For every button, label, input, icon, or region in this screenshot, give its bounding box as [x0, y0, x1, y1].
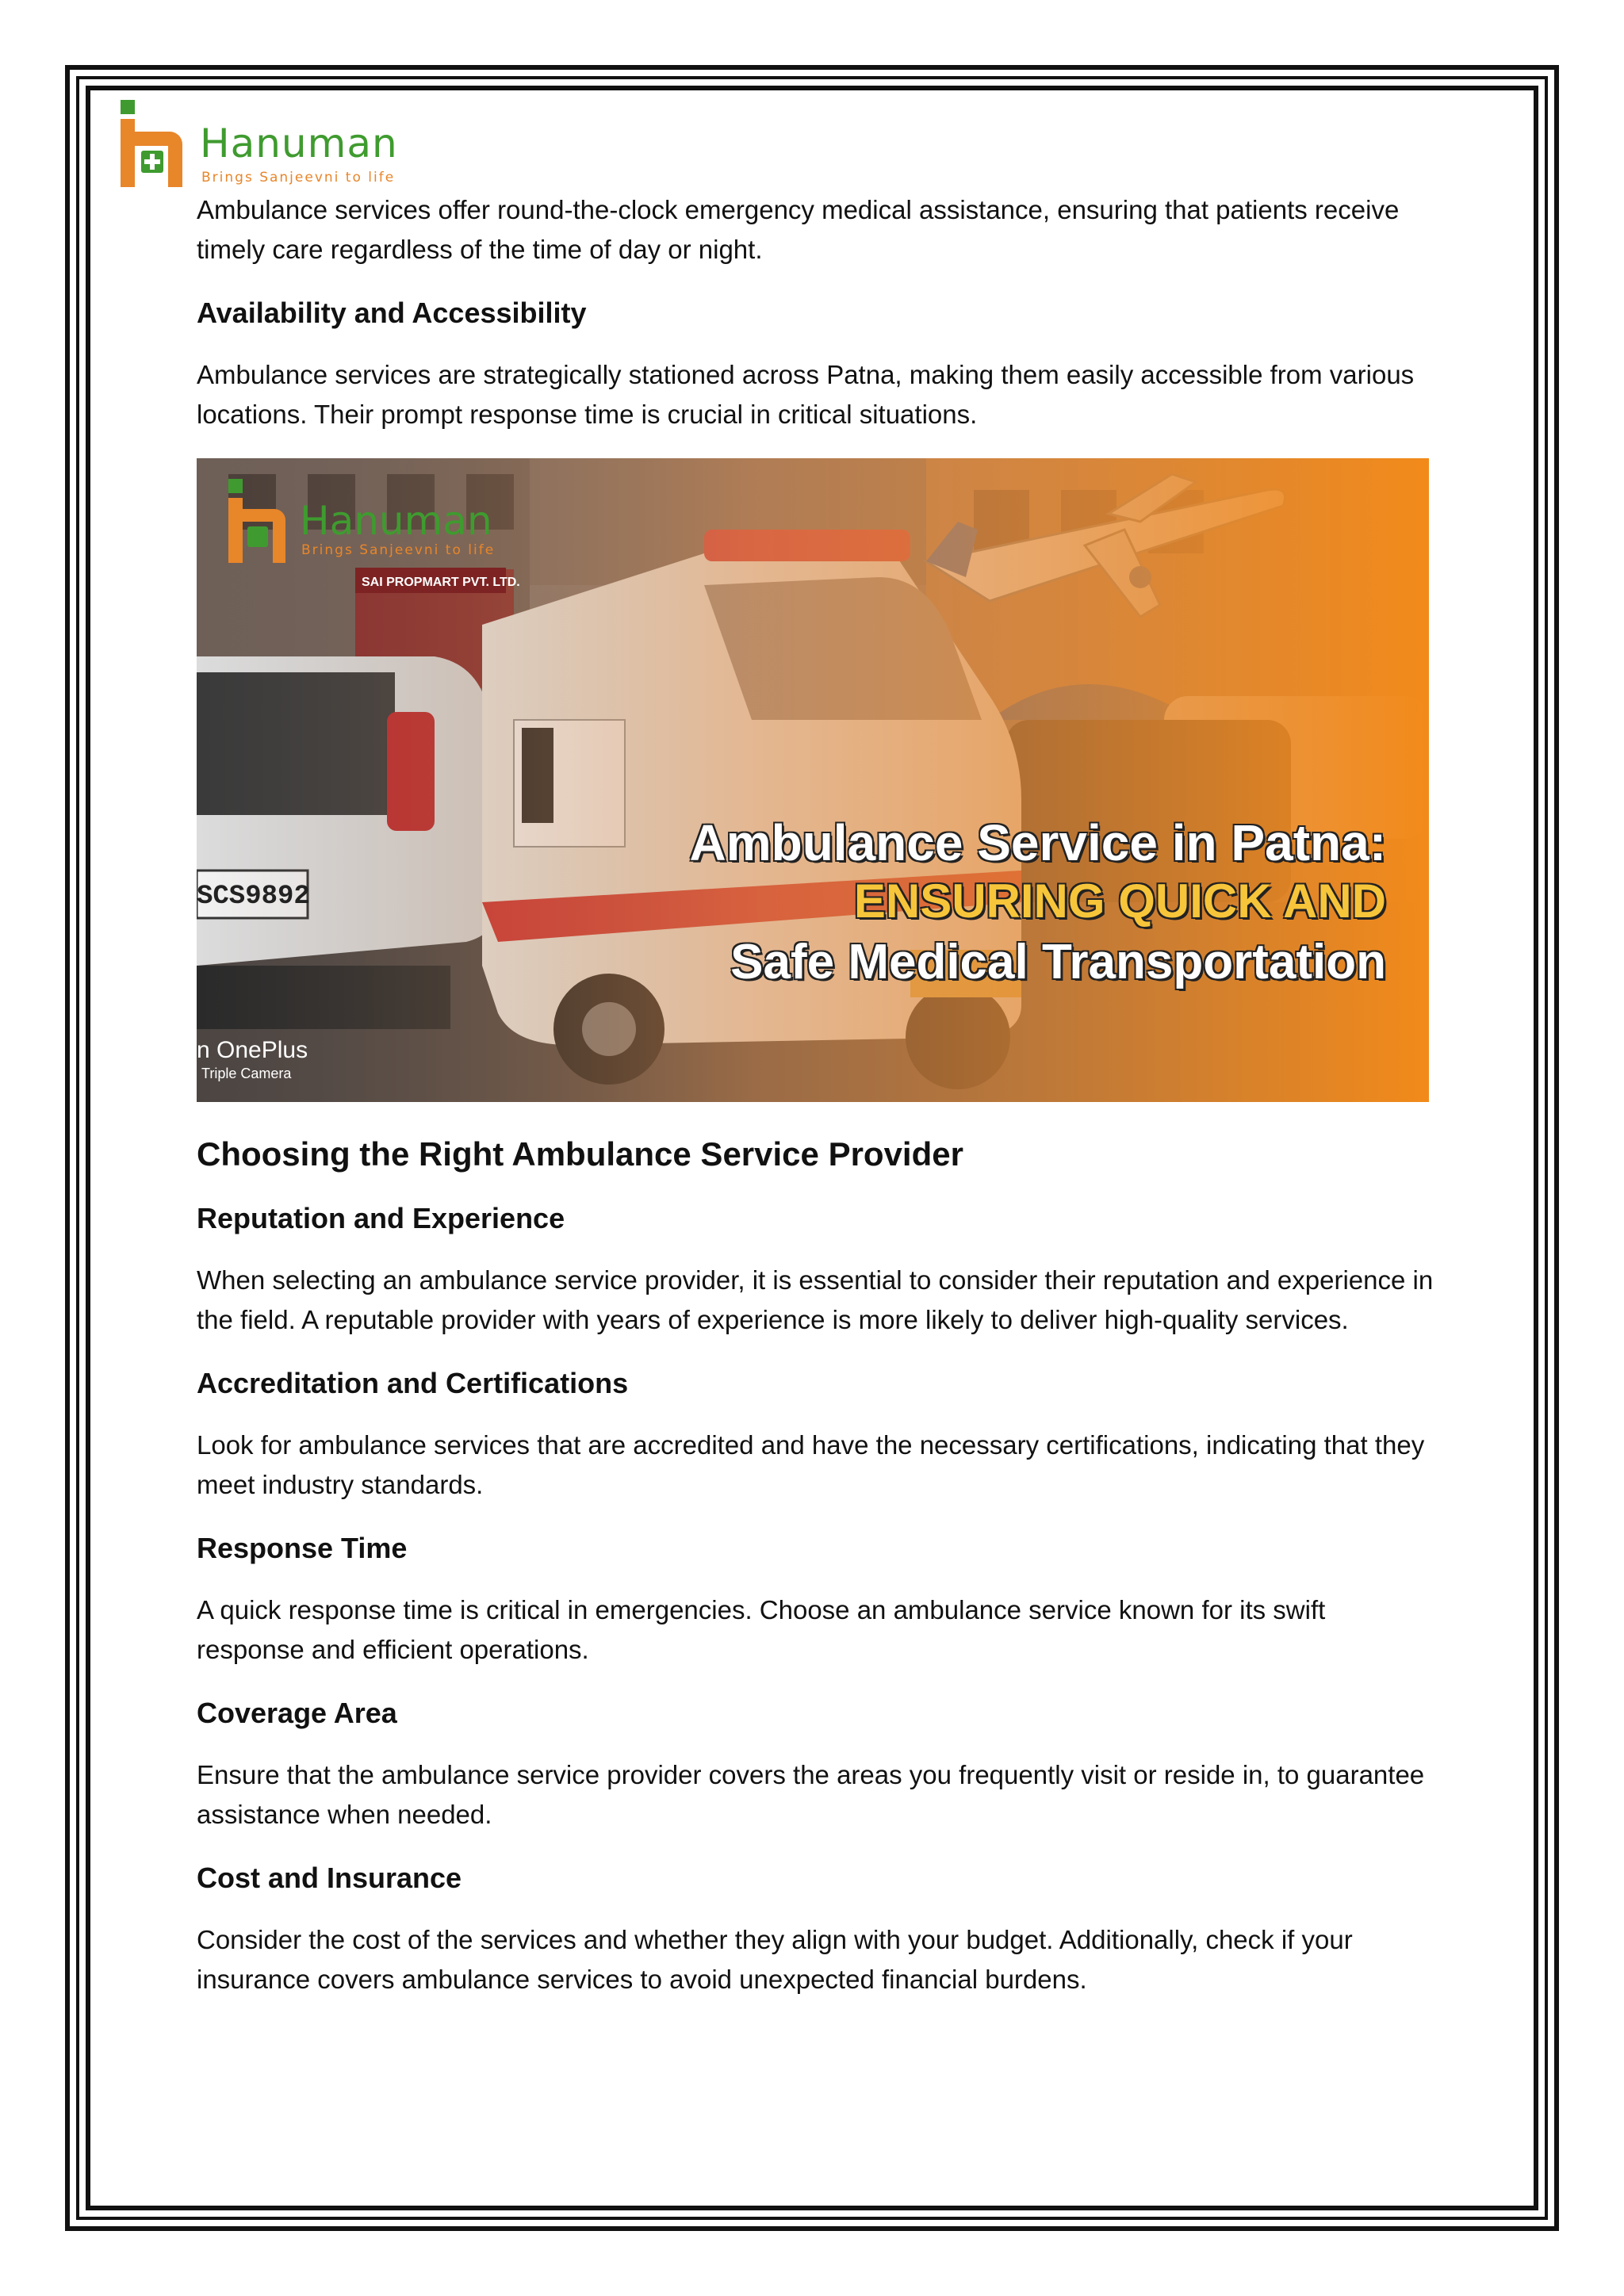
section-title-choosing: Choosing the Right Ambulance Service Provider [197, 1135, 963, 1173]
brand-tagline: Brings Sanjeevni to life [201, 170, 396, 186]
reputation-paragraph: When selecting an ambulance service provider, it is essential to consider their reputation and experience in the field. A reputable provider with years of experience is more likely to deliver high-quality services. [197, 1265, 1434, 1334]
coverage-area-heading: Coverage Area [197, 1697, 397, 1729]
hero-number-plate: SCS9892 [197, 882, 310, 912]
response-time-paragraph: A quick response time is critical in emergencies. Choose an ambulance service known for its swift response and efficient operations. [197, 1595, 1326, 1664]
coverage-area-paragraph: Ensure that the ambulance service provider covers the areas you frequently visit or reside in, to guarantee assistance when needed. [197, 1760, 1425, 1829]
hero-title-line-2: ENSURING QUICK AND [853, 874, 1386, 928]
accreditation-paragraph: Look for ambulance services that are accredited and have the necessary certifications, indicating that they meet industry standards. [197, 1430, 1425, 1499]
availability-paragraph: Ambulance services are strategically stationed across Patna, making them easily accessible from various locations. Their prompt response time is crucial in critical situations. [197, 360, 1415, 429]
hero-title-line-1: Ambulance Service in Patna: [689, 814, 1386, 871]
availability-heading: Availability and Accessibility [197, 297, 587, 329]
camera-watermark-line-1: n OnePlus [197, 1037, 308, 1063]
hero-logo-tagline: Brings Sanjeevni to life [301, 542, 496, 558]
cost-insurance-paragraph: Consider the cost of the services and whether they align with your budget. Additionally, check if your insurance covers ambulance services to avoid unexpected financial burdens. [197, 1925, 1353, 1994]
reputation-heading: Reputation and Experience [197, 1202, 565, 1234]
document-content [197, 190, 1434, 1999]
cost-insurance-heading: Cost and Insurance [197, 1862, 462, 1894]
hero-title-line-3: Safe Medical Transportation [730, 935, 1386, 989]
accreditation-heading: Accreditation and Certifications [197, 1367, 629, 1399]
logo-mark-icon [121, 100, 184, 187]
hero-shop-sign: SAI PROPMART PVT. LTD. [362, 576, 520, 589]
camera-watermark-line-2: Triple Camera [201, 1066, 292, 1081]
hero-logo-name: Hanuman [300, 498, 492, 544]
brand-logo [121, 100, 422, 187]
hero-banner-image [197, 458, 1429, 1102]
intro-paragraph: Ambulance services offer round-the-clock emergency medical assistance, ensuring that patients receive timely care regardless of the time of day or night. [197, 195, 1400, 264]
response-time-heading: Response Time [197, 1532, 408, 1564]
brand-name: Hanuman [200, 121, 398, 166]
